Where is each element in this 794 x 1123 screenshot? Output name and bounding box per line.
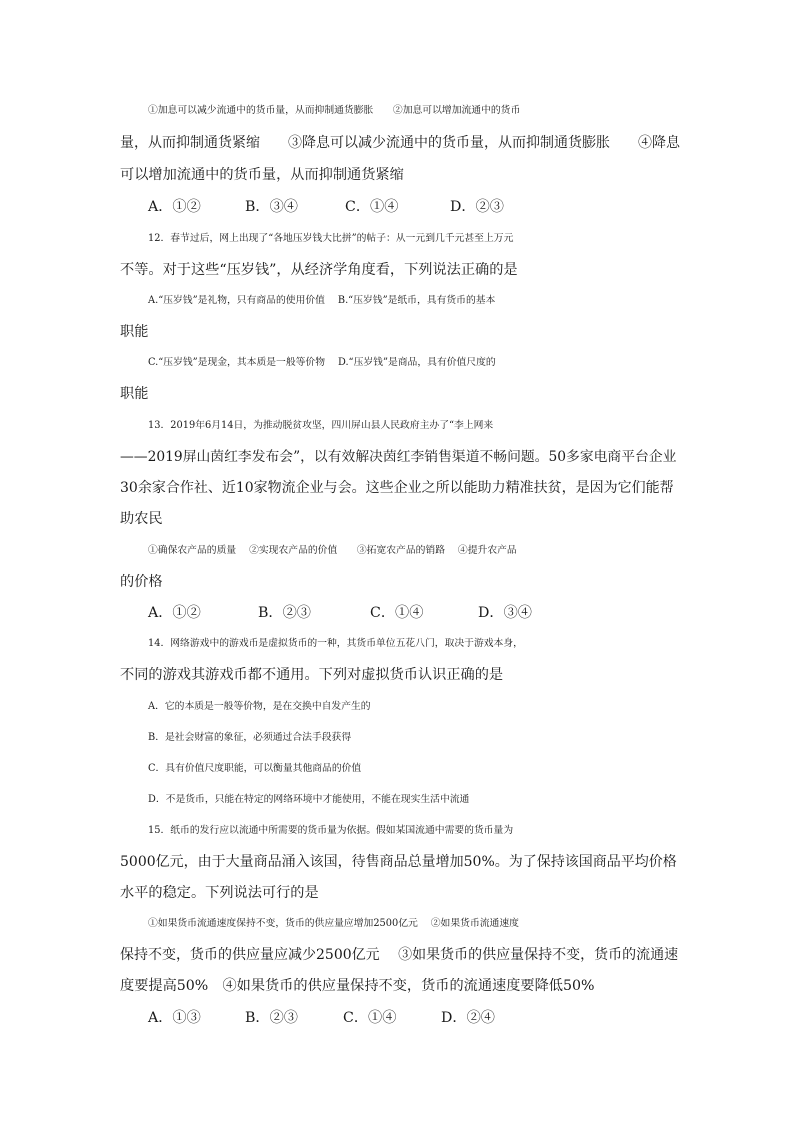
- q13-option-d: D．③④: [478, 605, 532, 621]
- q13-stem-line-1: 13．2019年6月14日，为推动脱贫攻坚，四川屏山县人民政府主办了“李上网来: [148, 420, 494, 431]
- q13-statement-line-2: 的价格: [120, 574, 163, 590]
- q15-statement-line-1: ①如果货币流通速度保持不变，货币的供应量应增加2500亿元 ②如果货币流通速度: [148, 918, 519, 929]
- q12-stem-line-1: 12．春节过后，网上出现了“各地压岁钱大比拼”的帖子：从一元到几千元甚至上万元: [148, 233, 514, 244]
- q11-option-d: D．②③: [450, 199, 504, 215]
- q13-statement-line-1: ①确保农产品的质量 ②实现农产品的价值 ③拓宽农产品的销路 ④提升农产品: [148, 545, 517, 556]
- q13-option-b: B．②③: [258, 605, 311, 621]
- q14-stem-line-1: 14．网络游戏中的游戏币是虚拟货币的一种，其货币单位五花八门，取决于游戏本身，: [148, 638, 523, 649]
- q13-option-a: A．①②: [148, 605, 201, 621]
- q11-option-b: B．③④: [245, 199, 298, 215]
- q11-statement-line-3: 可以增加流通中的货币量，从而抑制通货紧缩: [120, 167, 404, 183]
- q14-option-c: C．具有价值尺度职能，可以衡量其他商品的价值: [148, 763, 362, 774]
- q15-statement-line-2: 保持不变，货币的供应量应减少2500亿元 ③如果货币的供应量保持不变，货币的流通速: [120, 947, 679, 963]
- q12-option-d-tail: 职能: [120, 386, 149, 402]
- q15-stem-line-3: 水平的稳定。下列说法可行的是: [120, 885, 319, 901]
- q14-option-d: D．不是货币，只能在特定的网络环境中才能使用，不能在现实生活中流通: [148, 794, 470, 805]
- q15-stem-line-2: 5000亿元，由于大量商品涌入该国，待售商品总量增加50%。为了保持该国商品平均价格: [120, 854, 677, 870]
- q11-statement-line-2: 量，从而抑制通货紧缩 ③降息可以减少流通中的货币量，从而抑制通货膨胀 ④降息: [120, 135, 680, 151]
- q14-option-a: A．它的本质是一般等价物，是在交换中自发产生的: [148, 701, 371, 712]
- q15-option-b: B．②③: [245, 1010, 298, 1026]
- q13-stem-line-2: ——2019屏山茵红李发布会”，以有效解决茵红李销售渠道不畅问题。50多家电商平台企业: [120, 449, 677, 465]
- q12-option-ab: A.“压岁钱”是礼物，只有商品的使用价值 B.“压岁钱”是纸币，具有货币的基本: [148, 295, 496, 306]
- q15-option-a: A．①③: [148, 1010, 201, 1026]
- q12-option-b-tail: 职能: [120, 324, 149, 340]
- q11-statement-line-1: ①加息可以减少流通中的货币量，从而抑制通货膨胀 ②加息可以增加流通中的货币: [148, 105, 521, 116]
- q13-option-c: C．①④: [370, 605, 424, 621]
- q13-stem-line-3: 30余家合作社、近10家物流企业与会。这些企业之所以能助力精准扶贫，是因为它们能帮: [120, 480, 674, 496]
- q11-option-c: C．①④: [345, 199, 399, 215]
- q15-stem-line-1: 15．纸币的发行应以流通中所需要的货币量为依据。假如某国流通中需要的货币量为: [148, 825, 514, 836]
- q15-option-c: C．①④: [343, 1010, 397, 1026]
- q14-stem-line-2: 不同的游戏其游戏币都不通用。下列对虚拟货币认识正确的是: [120, 667, 504, 683]
- q11-option-a: A．①②: [148, 199, 201, 215]
- q15-statement-line-3: 度要提高50% ④如果货币的供应量保持不变，货币的流通速度要降低50%: [120, 978, 595, 994]
- q12-stem-line-2: 不等。对于这些“压岁钱”，从经济学角度看，下列说法正确的是: [120, 262, 518, 278]
- q12-option-cd: C.“压岁钱”是现金，其本质是一般等价物 D.“压岁钱”是商品，具有价值尺度的: [148, 357, 496, 368]
- q14-option-b: B．是社会财富的象征，必须通过合法手段获得: [148, 732, 352, 743]
- q15-option-d: D．②④: [441, 1010, 495, 1026]
- q13-stem-line-4: 助农民: [120, 511, 163, 527]
